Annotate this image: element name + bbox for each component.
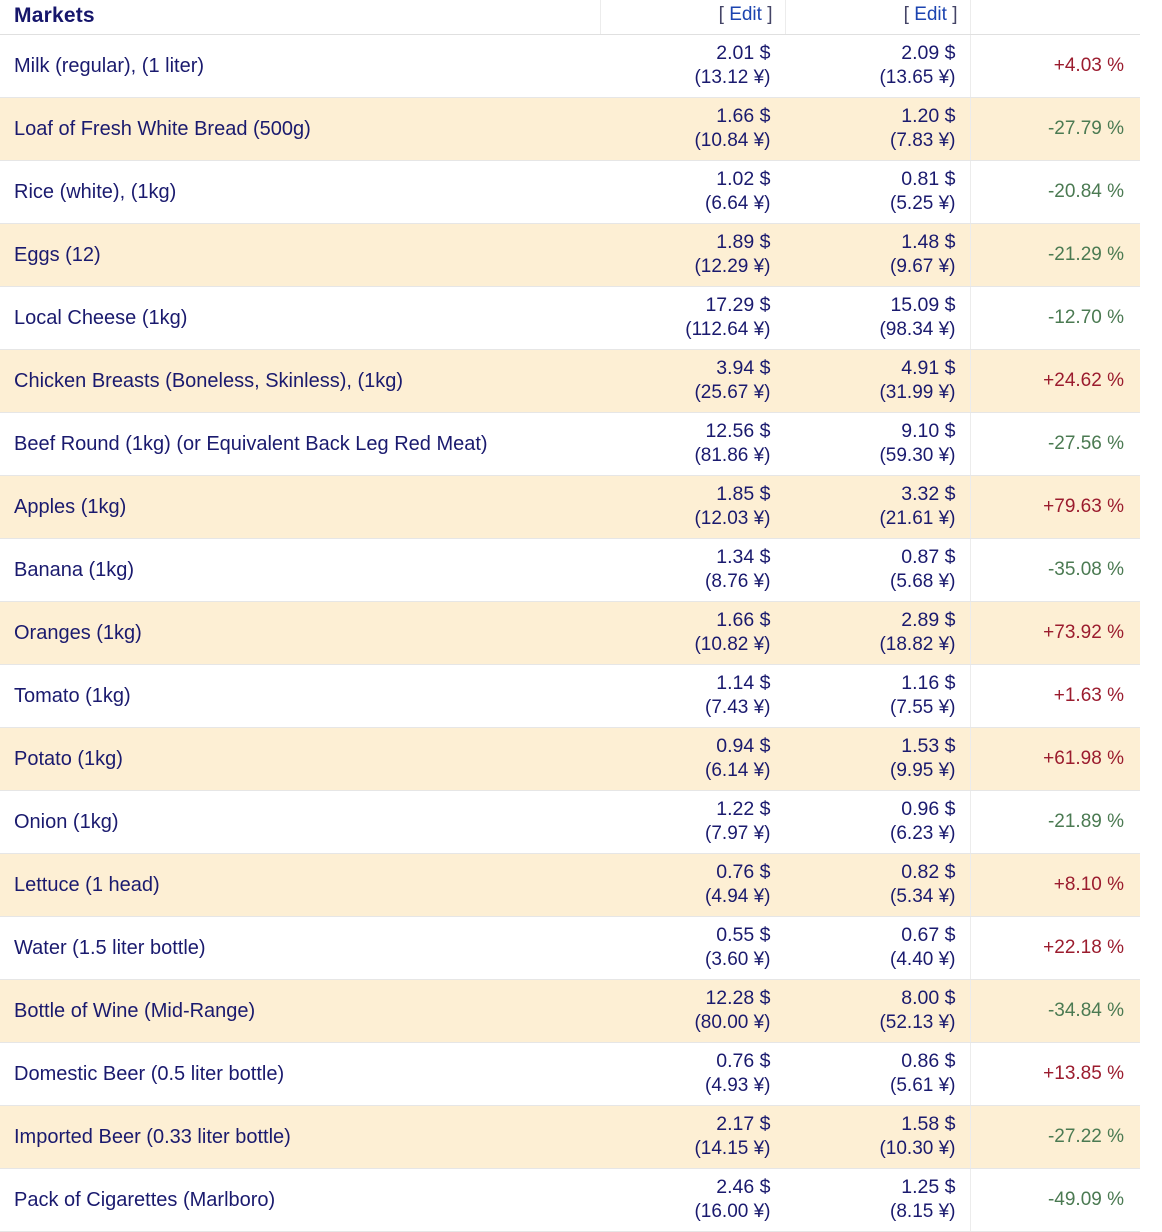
price-a-local: (12.03 ¥) xyxy=(694,508,771,530)
table-row xyxy=(0,665,1140,728)
bracket-open: [ xyxy=(903,4,909,25)
price-a-primary: 3.94 $ xyxy=(716,357,771,380)
price-column-b xyxy=(785,854,970,917)
price-column-b xyxy=(785,1106,970,1169)
price-column-a xyxy=(600,476,785,539)
price-b-local: (7.55 ¥) xyxy=(890,697,956,719)
item-name: Milk (regular), (1 liter) xyxy=(0,35,600,98)
price-b-primary: 0.87 $ xyxy=(901,546,956,569)
edit-link-cell-b xyxy=(785,0,970,35)
table-header-row xyxy=(0,0,1140,35)
price-column-b xyxy=(785,98,970,161)
price-b-primary: 3.32 $ xyxy=(901,483,956,506)
price-b-local: (5.25 ¥) xyxy=(890,193,956,215)
price-b-primary: 1.58 $ xyxy=(901,1113,956,1136)
price-b-local: (18.82 ¥) xyxy=(879,634,956,656)
edit-link-column-a[interactable]: Edit xyxy=(729,4,762,25)
table-row xyxy=(0,854,1140,917)
price-column-b xyxy=(785,35,970,98)
price-column-a xyxy=(600,1169,785,1232)
table-row xyxy=(0,287,1140,350)
difference-percent: +73.92 % xyxy=(970,602,1140,665)
difference-percent: +79.63 % xyxy=(970,476,1140,539)
price-column-a xyxy=(600,287,785,350)
item-name: Apples (1kg) xyxy=(0,476,600,539)
price-b-local: (5.61 ¥) xyxy=(890,1075,956,1097)
difference-percent: -34.84 % xyxy=(970,980,1140,1043)
bracket-open: [ xyxy=(718,4,724,25)
price-column-a xyxy=(600,35,785,98)
difference-percent: -27.56 % xyxy=(970,413,1140,476)
difference-percent: -49.09 % xyxy=(970,1169,1140,1232)
difference-percent: +8.10 % xyxy=(970,854,1140,917)
price-a-local: (10.82 ¥) xyxy=(694,634,771,656)
price-column-a xyxy=(600,413,785,476)
price-column-b xyxy=(785,413,970,476)
price-b-local: (7.83 ¥) xyxy=(890,130,956,152)
item-name: Water (1.5 liter bottle) xyxy=(0,917,600,980)
price-b-local: (5.34 ¥) xyxy=(890,886,956,908)
item-name: Banana (1kg) xyxy=(0,539,600,602)
price-column-a xyxy=(600,917,785,980)
difference-percent: +61.98 % xyxy=(970,728,1140,791)
price-a-primary: 0.76 $ xyxy=(716,1050,771,1073)
price-a-primary: 12.28 $ xyxy=(705,987,771,1010)
item-name: Lettuce (1 head) xyxy=(0,854,600,917)
price-b-primary: 0.82 $ xyxy=(901,861,956,884)
price-a-primary: 12.56 $ xyxy=(705,420,771,443)
bracket-close: ] xyxy=(767,4,773,25)
price-column-a xyxy=(600,1106,785,1169)
price-a-primary: 0.94 $ xyxy=(716,735,771,758)
table-body xyxy=(0,35,1140,1232)
price-column-b xyxy=(785,602,970,665)
price-column-b xyxy=(785,161,970,224)
difference-percent: -27.79 % xyxy=(970,98,1140,161)
item-name: Rice (white), (1kg) xyxy=(0,161,600,224)
price-a-primary: 1.85 $ xyxy=(716,483,771,506)
price-column-b xyxy=(785,665,970,728)
price-a-local: (16.00 ¥) xyxy=(694,1201,771,1223)
item-name: Imported Beer (0.33 liter bottle) xyxy=(0,1106,600,1169)
price-b-primary: 1.53 $ xyxy=(901,735,956,758)
item-name: Tomato (1kg) xyxy=(0,665,600,728)
table-row xyxy=(0,161,1140,224)
price-column-b xyxy=(785,539,970,602)
item-name: Pack of Cigarettes (Marlboro) xyxy=(0,1169,600,1232)
price-column-b xyxy=(785,791,970,854)
difference-percent: -21.89 % xyxy=(970,791,1140,854)
price-column-b xyxy=(785,476,970,539)
price-a-local: (25.67 ¥) xyxy=(694,382,771,404)
table-row xyxy=(0,35,1140,98)
price-a-local: (6.14 ¥) xyxy=(705,760,771,782)
table-row xyxy=(0,476,1140,539)
difference-percent: -12.70 % xyxy=(970,287,1140,350)
price-column-a xyxy=(600,1043,785,1106)
price-b-primary: 4.91 $ xyxy=(901,357,956,380)
price-a-local: (8.76 ¥) xyxy=(705,571,771,593)
price-b-primary: 2.09 $ xyxy=(901,42,956,65)
table-row xyxy=(0,1169,1140,1232)
price-a-primary: 1.22 $ xyxy=(716,798,771,821)
price-column-a xyxy=(600,98,785,161)
price-a-local: (3.60 ¥) xyxy=(705,949,771,971)
price-a-primary: 17.29 $ xyxy=(705,294,771,317)
price-b-local: (52.13 ¥) xyxy=(879,1012,956,1034)
table-row xyxy=(0,980,1140,1043)
price-column-a xyxy=(600,665,785,728)
price-a-local: (12.29 ¥) xyxy=(694,256,771,278)
price-a-local: (10.84 ¥) xyxy=(694,130,771,152)
price-column-a xyxy=(600,602,785,665)
price-column-a xyxy=(600,854,785,917)
price-a-local: (7.43 ¥) xyxy=(705,697,771,719)
item-name: Beef Round (1kg) (or Equivalent Back Leg Red Meat) xyxy=(0,413,600,476)
price-a-primary: 1.89 $ xyxy=(716,231,771,254)
item-name: Chicken Breasts (Boneless, Skinless), (1kg) xyxy=(0,350,600,413)
price-b-primary: 0.86 $ xyxy=(901,1050,956,1073)
price-column-b xyxy=(785,350,970,413)
price-a-local: (4.93 ¥) xyxy=(705,1075,771,1097)
price-b-local: (8.15 ¥) xyxy=(890,1201,956,1223)
price-column-a xyxy=(600,980,785,1043)
price-b-primary: 1.25 $ xyxy=(901,1176,956,1199)
price-b-primary: 0.67 $ xyxy=(901,924,956,947)
price-b-local: (5.68 ¥) xyxy=(890,571,956,593)
price-b-local: (9.95 ¥) xyxy=(890,760,956,782)
price-a-primary: 1.14 $ xyxy=(716,672,771,695)
price-column-a xyxy=(600,728,785,791)
table-row xyxy=(0,98,1140,161)
table-row xyxy=(0,224,1140,287)
price-column-b xyxy=(785,728,970,791)
price-b-primary: 1.48 $ xyxy=(901,231,956,254)
price-a-primary: 2.01 $ xyxy=(716,42,771,65)
price-a-primary: 0.76 $ xyxy=(716,861,771,884)
item-name: Domestic Beer (0.5 liter bottle) xyxy=(0,1043,600,1106)
price-a-local: (81.86 ¥) xyxy=(694,445,771,467)
price-b-local: (98.34 ¥) xyxy=(879,319,956,341)
difference-percent: -21.29 % xyxy=(970,224,1140,287)
table-row xyxy=(0,539,1140,602)
price-b-primary: 8.00 $ xyxy=(901,987,956,1010)
price-column-a xyxy=(600,791,785,854)
bracket-close: ] xyxy=(952,4,958,25)
difference-percent: +24.62 % xyxy=(970,350,1140,413)
table-row xyxy=(0,1043,1140,1106)
edit-link-column-b[interactable]: Edit xyxy=(914,4,947,25)
price-b-primary: 1.16 $ xyxy=(901,672,956,695)
table-row xyxy=(0,728,1140,791)
price-a-primary: 2.46 $ xyxy=(716,1176,771,1199)
price-column-b xyxy=(785,1043,970,1106)
price-b-primary: 2.89 $ xyxy=(901,609,956,632)
price-a-local: (13.12 ¥) xyxy=(694,67,771,89)
price-b-local: (31.99 ¥) xyxy=(879,382,956,404)
price-a-local: (6.64 ¥) xyxy=(705,193,771,215)
item-name: Onion (1kg) xyxy=(0,791,600,854)
price-b-primary: 1.20 $ xyxy=(901,105,956,128)
item-name: Bottle of Wine (Mid-Range) xyxy=(0,980,600,1043)
price-a-primary: 2.17 $ xyxy=(716,1113,771,1136)
difference-percent: +13.85 % xyxy=(970,1043,1140,1106)
table-row xyxy=(0,1106,1140,1169)
price-a-primary: 1.66 $ xyxy=(716,609,771,632)
price-column-b xyxy=(785,224,970,287)
price-a-primary: 1.34 $ xyxy=(716,546,771,569)
difference-percent: -27.22 % xyxy=(970,1106,1140,1169)
item-name: Oranges (1kg) xyxy=(0,602,600,665)
price-a-local: (80.00 ¥) xyxy=(694,1012,771,1034)
price-column-b xyxy=(785,1169,970,1232)
price-column-b xyxy=(785,287,970,350)
difference-percent: -35.08 % xyxy=(970,539,1140,602)
price-b-local: (4.40 ¥) xyxy=(890,949,956,971)
page-title: Markets xyxy=(0,0,600,35)
price-b-local: (13.65 ¥) xyxy=(879,67,956,89)
price-a-local: (112.64 ¥) xyxy=(685,319,771,341)
price-a-primary: 1.66 $ xyxy=(716,105,771,128)
difference-percent: +22.18 % xyxy=(970,917,1140,980)
edit-link-cell-a xyxy=(600,0,785,35)
table-row xyxy=(0,791,1140,854)
difference-percent: +1.63 % xyxy=(970,665,1140,728)
price-column-a xyxy=(600,161,785,224)
price-column-a xyxy=(600,224,785,287)
table-row xyxy=(0,350,1140,413)
price-b-local: (10.30 ¥) xyxy=(879,1138,956,1160)
price-column-b xyxy=(785,980,970,1043)
price-column-a xyxy=(600,350,785,413)
difference-percent: +4.03 % xyxy=(970,35,1140,98)
item-name: Loaf of Fresh White Bread (500g) xyxy=(0,98,600,161)
table-row xyxy=(0,917,1140,980)
price-a-local: (14.15 ¥) xyxy=(694,1138,771,1160)
price-b-local: (59.30 ¥) xyxy=(879,445,956,467)
difference-column-header xyxy=(970,0,1140,35)
price-a-primary: 1.02 $ xyxy=(716,168,771,191)
price-b-primary: 15.09 $ xyxy=(890,294,956,317)
price-a-primary: 0.55 $ xyxy=(716,924,771,947)
difference-percent: -20.84 % xyxy=(970,161,1140,224)
price-a-local: (4.94 ¥) xyxy=(705,886,771,908)
price-b-primary: 0.81 $ xyxy=(901,168,956,191)
price-b-primary: 9.10 $ xyxy=(901,420,956,443)
price-a-local: (7.97 ¥) xyxy=(705,823,771,845)
price-b-local: (9.67 ¥) xyxy=(890,256,956,278)
item-name: Potato (1kg) xyxy=(0,728,600,791)
price-b-local: (21.61 ¥) xyxy=(879,508,956,530)
item-name: Eggs (12) xyxy=(0,224,600,287)
price-b-local: (6.23 ¥) xyxy=(890,823,956,845)
price-b-primary: 0.96 $ xyxy=(901,798,956,821)
table-row xyxy=(0,413,1140,476)
item-name: Local Cheese (1kg) xyxy=(0,287,600,350)
table-row xyxy=(0,602,1140,665)
price-column-b xyxy=(785,917,970,980)
price-column-a xyxy=(600,539,785,602)
